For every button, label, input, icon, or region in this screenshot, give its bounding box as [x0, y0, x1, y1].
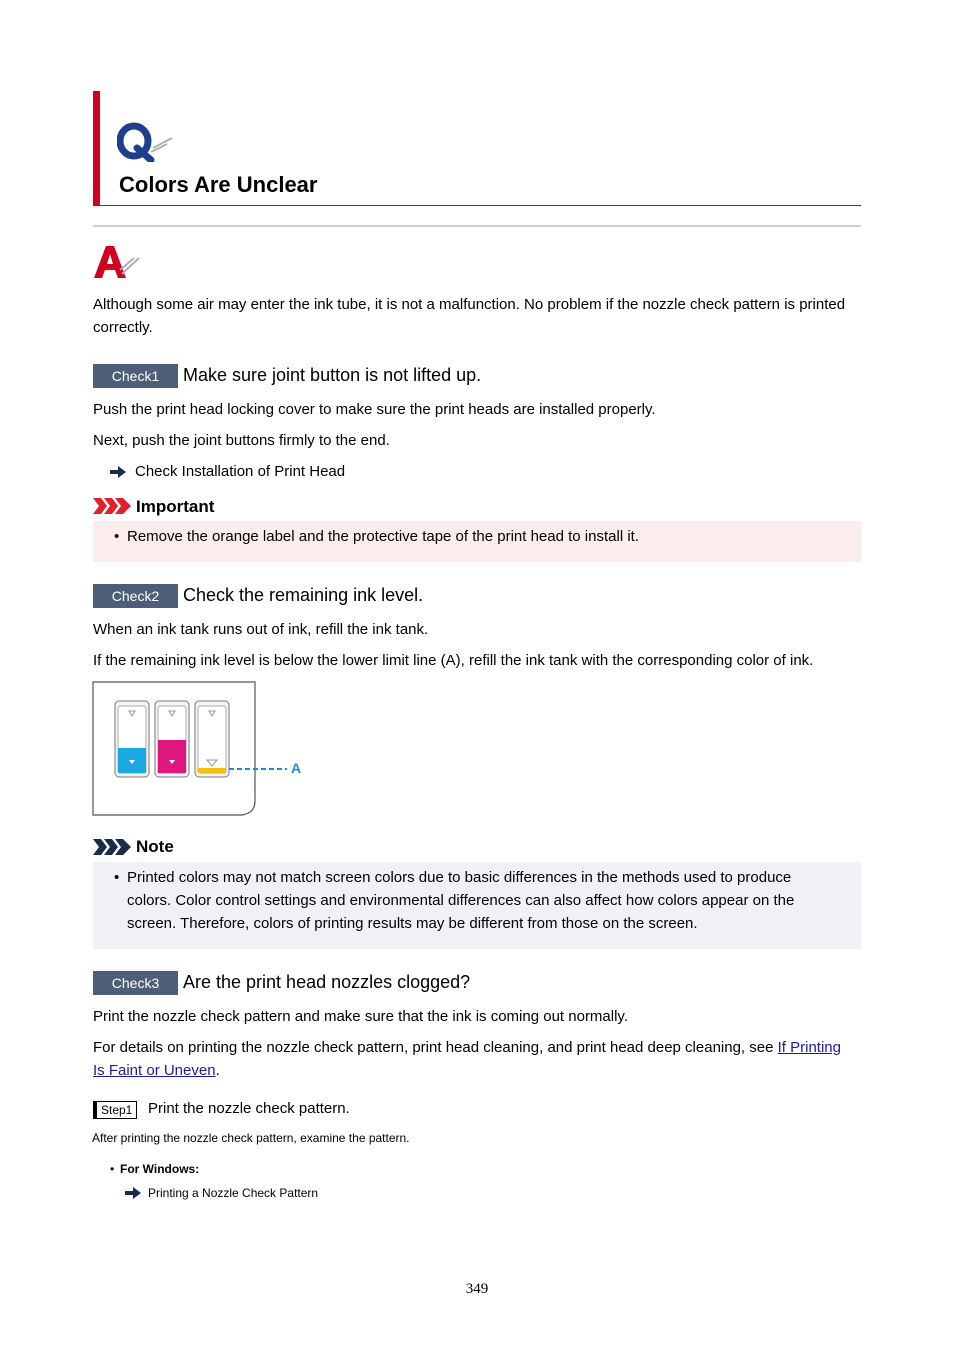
section-divider: [93, 225, 861, 227]
cyan-tank: [115, 701, 149, 777]
lower-limit-label: A: [291, 760, 302, 776]
step1-desc: After printing the nozzle check pattern, examine the pattern.: [92, 1131, 410, 1145]
magenta-tank: [155, 701, 189, 777]
note-bullet-line1: Printed colors may not match screen colors due to basic differences in the methods used to produce: [127, 869, 792, 886]
answer-icon: [92, 244, 142, 280]
step1-heading: Print the nozzle check pattern.: [148, 1100, 350, 1117]
ink-tank-figure: [92, 681, 307, 818]
check1-heading: Make sure joint button is not lifted up.: [183, 365, 482, 385]
check1-label: Check1: [93, 364, 178, 388]
note-bullet-line3: screen. Therefore, colors of printing results may be different from those on the screen.: [127, 915, 698, 932]
check2-heading: Check the remaining ink level.: [183, 585, 424, 605]
check3-para2-line2: [93, 1059, 220, 1082]
note-bullet-line2: colors. Color control settings and environmental differences can also affect how colors appear on the: [127, 892, 795, 909]
check3-para1: Print the nozzle check pattern and make sure that the ink is coming out normally.: [93, 1008, 628, 1025]
note-heading: Note: [136, 837, 174, 856]
check2-para2: If the remaining ink level is below the lower limit line (A), refill the ink tank with the corresponding color of ink.: [93, 652, 814, 669]
bullet-dot: •: [114, 528, 120, 545]
check2-para1: When an ink tank runs out of ink, refill the ink tank.: [93, 621, 429, 638]
important-heading: Important: [136, 497, 215, 516]
page-number: 349: [465, 1281, 489, 1297]
arrow-right-icon: [110, 466, 126, 478]
for-windows-label: For Windows:: [120, 1162, 200, 1176]
bullet-dot: •: [114, 869, 120, 886]
check3-para2-line1: [93, 1036, 841, 1059]
question-icon: [117, 122, 175, 162]
bullet-dot: •: [110, 1162, 115, 1176]
faint-uneven-link[interactable]: If Printing: [777, 1039, 841, 1056]
important-chevrons-icon: [93, 498, 131, 514]
check3-para2-suffix: .: [215, 1062, 220, 1079]
step1-label: Step1: [93, 1101, 137, 1119]
check3-para2-prefix: For details on printing the nozzle check pattern, print head cleaning, and print head deep cleaning, see: [93, 1039, 778, 1056]
answer-intro: Although some air may enter the ink tube, it is not a malfunction. No problem if the nozzle check pattern is printed correctly.: [93, 296, 846, 336]
page-title: Colors Are Unclear: [119, 172, 318, 197]
note-chevrons-icon: [93, 839, 131, 855]
check1-para1: Push the print head locking cover to make sure the print heads are installed properly.: [93, 401, 656, 418]
title-accent-bar: [93, 91, 100, 206]
title-underline: [100, 205, 861, 206]
faint-uneven-link-cont[interactable]: Is Faint or Uneven: [93, 1062, 216, 1079]
check3-label: Check3: [93, 971, 178, 995]
check2-label: Check2: [93, 584, 178, 608]
check-installation-link[interactable]: Check Installation of Print Head: [135, 463, 346, 480]
nozzle-check-link[interactable]: Printing a Nozzle Check Pattern: [148, 1186, 319, 1200]
check3-heading: Are the print head nozzles clogged?: [183, 972, 471, 992]
arrow-right-icon: [125, 1187, 141, 1199]
yellow-tank: [195, 701, 229, 777]
important-bullet: Remove the orange label and the protective tape of the print head to install it.: [127, 528, 639, 545]
check1-para2: Next, push the joint buttons firmly to the end.: [93, 432, 390, 449]
